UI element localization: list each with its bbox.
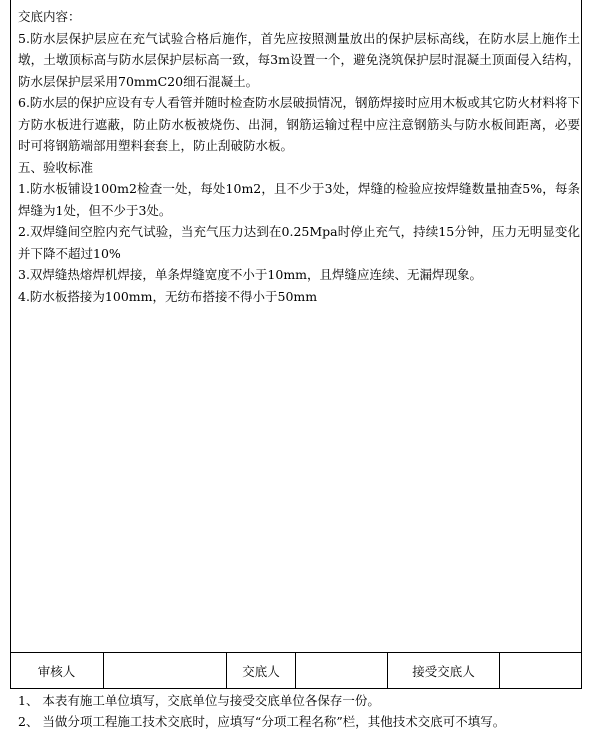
receiver-field[interactable] (500, 653, 582, 689)
footnote-1: 1、 本表有施工单位填写，交底单位与接受交底单位各保存一份。 (18, 693, 380, 708)
discloser-label: 交底人 (227, 653, 296, 689)
signature-row (10, 652, 582, 689)
discloser-field[interactable] (296, 653, 388, 689)
acceptance-item-1: 1.防水板铺设100m2检查一处，每处10m2，且不少于3处，焊缝的检验应按焊缝数量抽查5%，每条焊缝为1处，但不少于3处。 (18, 181, 580, 218)
reviewer-label: 审核人 (10, 653, 104, 689)
paragraph-item-6: 6.防水层的保护应设有专人看管并随时检查防水层破损情况，钢筋焊接时应用木板或其它防火材料将下方防水板进行遮蔽，防止防水板被烧伤、出洞，钢筋运输过程中应注意钢筋头与防水板间距离，必要时可将钢筋端部用塑料套套上，防止刮破防水板。 (18, 95, 580, 153)
footnotes (18, 690, 588, 732)
acceptance-item-3: 3.双焊缝热熔焊机焊接，单条焊缝宽度不小于10mm，且焊缝应连续、无漏焊现象。 (18, 267, 483, 282)
footnote-2: 2、 当做分项工程施工技术交底时，应填写“分项工程名称”栏，其他技术交底可不填写。 (18, 714, 506, 729)
disclosure-content (18, 6, 580, 307)
acceptance-item-2: 2.双焊缝间空腔内充气试验，当充气压力达到在0.25Mpa时停止充气，持续15分钟，压力无明显变化并下降不超过10% (18, 224, 580, 261)
receiver-label: 接受交底人 (388, 653, 500, 689)
acceptance-item-4: 4.防水板搭接为100mm，无纺布搭接不得小于50mm (18, 288, 318, 304)
section-heading-acceptance: 五、验收标准 (18, 159, 94, 175)
paragraph-item-5: 5.防水层保护层应在充气试验合格后施作，首先应按照测量放出的保护层标高线，在防水层上施作土墩，土墩顶标高与防水层保护层标高一致，每3m设置一个，避免浇筑保护层时混凝土顶面侵入结构，防水层保护层采用70mmC20细石混凝土。 (18, 30, 580, 89)
content-heading: 交底内容： (18, 9, 81, 24)
reviewer-field[interactable] (104, 653, 227, 689)
